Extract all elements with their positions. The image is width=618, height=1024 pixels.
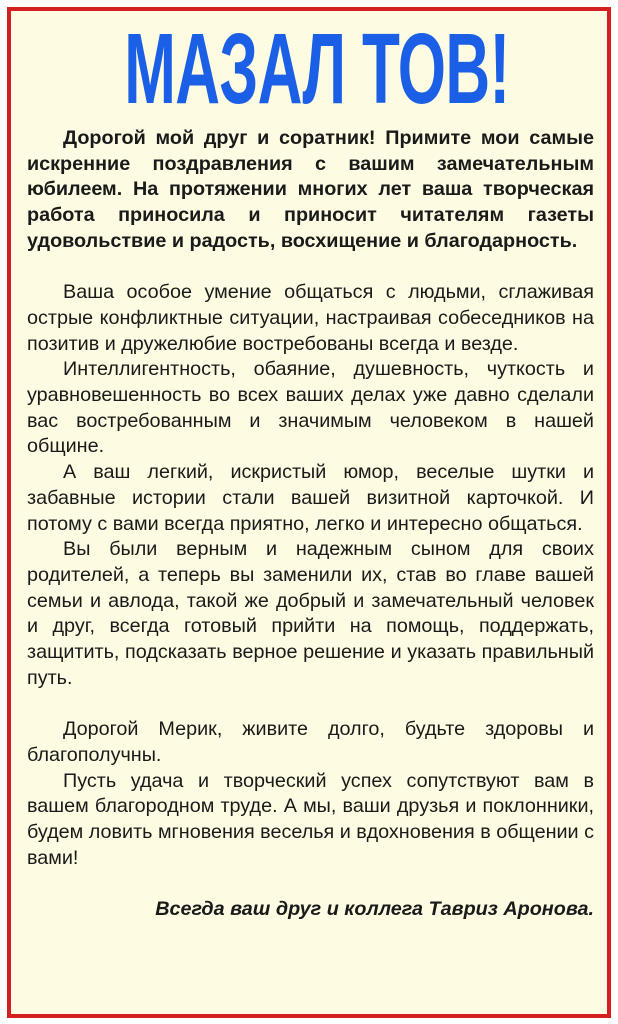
paragraph-communication: Ваша особое умение общаться с людьми, сглаживая острые конфликтные ситуации, настраивая собеседников на позитив и дружелюбие востребованы всегда и везде. — [27, 281, 594, 355]
paragraph-intro: Дорогой мой друг и соратник! Примите мои самые искренние поздравления с вашим замечательным юбилеем. На протяжении многих лет ваша творческая работа приносила и приносит читателям газеты удовольствие и радость, восхищение и благодарность. — [27, 127, 594, 252]
signature: Всегда ваш друг и коллега Тавриз Аронова. — [155, 898, 594, 921]
heading-title: МАЗАЛ ТОВ! — [124, 13, 510, 125]
paragraph-qualities: Интеллигентность, обаяние, душевность, чуткость и уравновешенность во всех ваших делах уже давно сделали вас востребованным и значимым человеком в нашей общине. — [27, 358, 594, 458]
paragraph-gap — [27, 871, 594, 897]
greeting-card — [7, 7, 611, 1018]
letter-body — [27, 126, 594, 923]
paragraph-gap — [27, 691, 594, 717]
paragraph-gap — [27, 255, 594, 281]
paragraph-success: Пусть удача и творческий успех сопутствуют вам в вашем благородном труде. А мы, ваши друзья и поклонники, будем ловить мгновения веселья и вдохновения в общении с вами! — [27, 769, 594, 869]
paragraph-family: Вы были верным и надежным сыном для своих родителей, а теперь вы заменили их, став во главе вашей семьи и авлода, такой же добрый и замечательный человек и друг, всегда готовый прийти на помощь, поддержать, защитить, подсказать верное решение и указать правильный путь. — [27, 538, 594, 689]
paragraph-wishes: Дорогой Мерик, живите долго, будьте здоровы и благополучны. — [27, 718, 594, 766]
paragraph-humor: А ваш легкий, искристый юмор, веселые шутки и забавные истории стали вашей визитной карточкой. И потому с вами всегда приятно, легко и интересно общаться. — [27, 461, 594, 535]
